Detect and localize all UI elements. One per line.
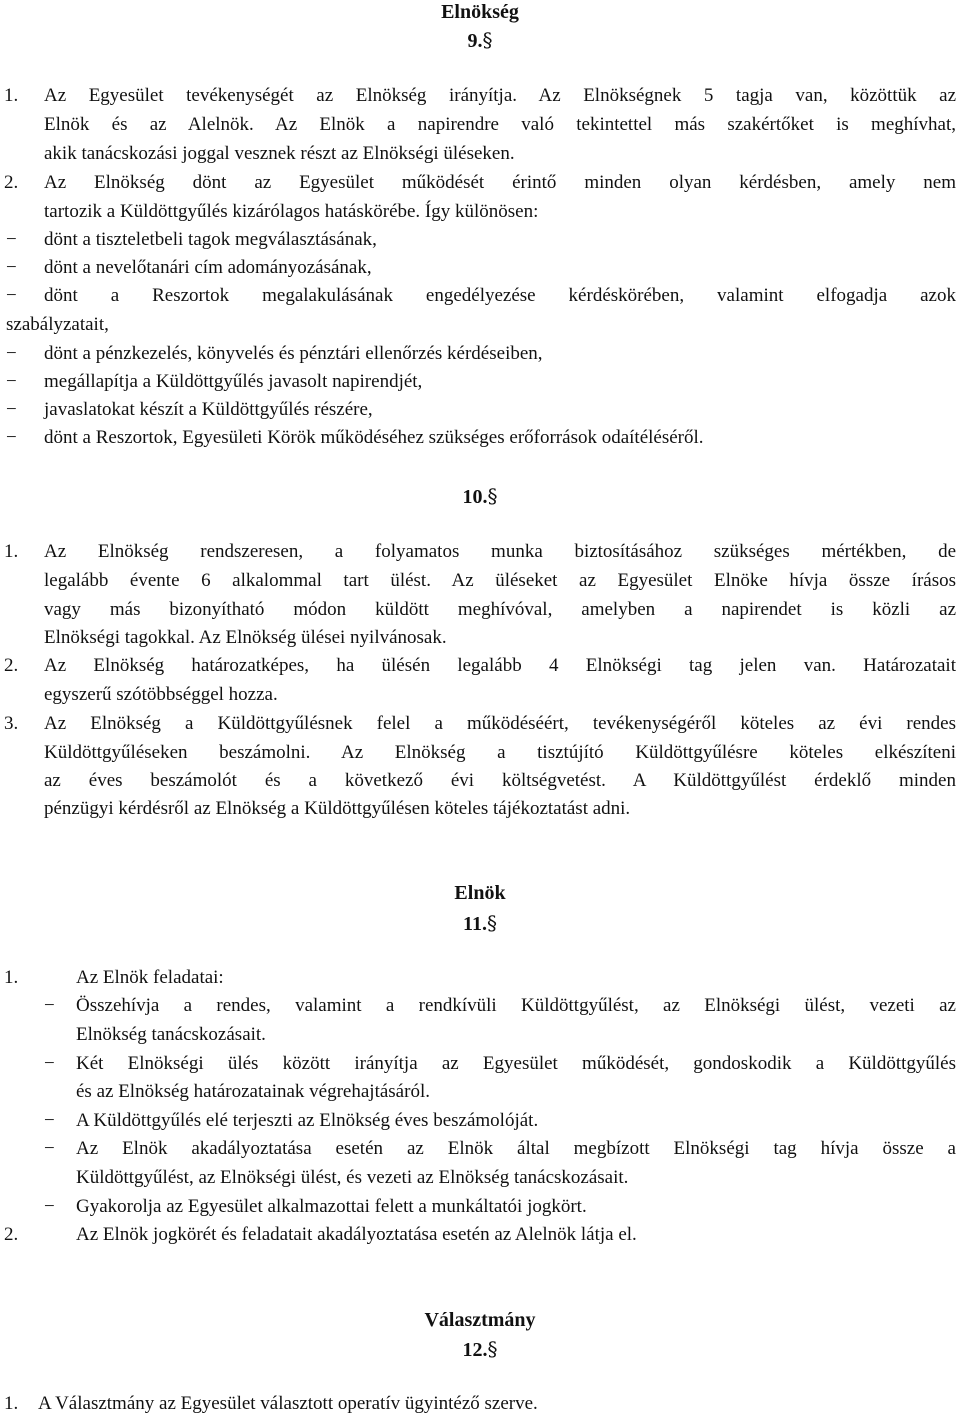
dash-bullet: − [44, 995, 55, 1016]
list-item: dönt a Reszortok megalakulásának engedélyezése kérdéskörében, valamint elfogadja azok [44, 285, 956, 306]
paragraph-number: 2. [4, 1224, 19, 1245]
section-number-10: 10.§ [462, 484, 498, 508]
list-item: megállapítja a Küldöttgyűlés javasolt napirendjét, [44, 371, 423, 392]
dash-bullet: − [6, 343, 17, 364]
list-item: dönt a Reszortok, Egyesületi Körök működéséhez szükséges erőforrások odaítéléséről. [44, 427, 704, 448]
paragraph-line: Az Elnökség a Küldöttgyűlésnek felel a működéséért, tevékenységéről köteles az évi rendes [44, 713, 956, 734]
section-heading-valasztmany: Választmány [424, 1309, 536, 1331]
section-heading-elnokseg: Elnökség [441, 1, 519, 23]
paragraph-line: A Választmány az Egyesület választott operatív ügyintéző szerve. [38, 1393, 538, 1414]
paragraph-line: az éves beszámolót és a következő évi költségvetést. A Küldöttgyűlést érdeklő minden [44, 770, 956, 791]
paragraph-line: Az Elnök jogkörét és feladatait akadályoztatása esetén az Alelnök látja el. [76, 1224, 637, 1245]
dash-bullet: − [44, 1138, 55, 1159]
list-item-continuation: és az Elnökség határozatainak végrehajtásáról. [76, 1081, 430, 1102]
dash-bullet: − [6, 257, 17, 278]
paragraph-number: 1. [4, 1393, 19, 1414]
dash-bullet: − [6, 427, 17, 448]
paragraph-line: akik tanácskozási joggal vesznek részt az Elnökségi üléseken. [44, 143, 515, 164]
paragraph-line: Az Elnökség rendszeresen, a folyamatos munka biztosításához szükséges mértékben, de [44, 541, 956, 562]
list-item: javaslatokat készít a Küldöttgyűlés részére, [44, 399, 373, 420]
dash-bullet: − [6, 285, 17, 306]
list-item: dönt a nevelőtanári cím adományozásának, [44, 257, 372, 278]
list-item: A Küldöttgyűlés elé terjeszti az Elnökség éves beszámolóját. [76, 1110, 539, 1131]
paragraph-line: Elnökségi tagokkal. Az Elnökség ülései nyilvánosak. [44, 627, 447, 648]
list-item-continuation: Elnökség tanácskozásait. [76, 1024, 266, 1045]
dash-bullet: − [44, 1053, 55, 1074]
paragraph-number: 3. [4, 713, 19, 734]
paragraph-number: 1. [4, 85, 19, 106]
paragraph-number: 2. [4, 172, 19, 193]
paragraph-line: tartozik a Küldöttgyűlés kizárólagos hatáskörébe. Így különösen: [44, 201, 539, 222]
list-item: Két Elnökségi ülés között irányítja az Egyesület működését, gondoskodik a Küldöttgyűlés [76, 1053, 956, 1074]
list-item: Összehívja a rendes, valamint a rendkívüli Küldöttgyűlést, az Elnökségi ülést, vezeti az [76, 995, 956, 1016]
dash-bullet: − [6, 229, 17, 250]
paragraph-line: Az Elnök feladatai: [76, 967, 224, 988]
dash-bullet: − [6, 371, 17, 392]
list-item-continuation: Küldöttgyűlést, az Elnökségi ülést, és vezeti az Elnökség tanácskozásait. [76, 1167, 629, 1188]
paragraph-line: Az Elnökség határozatképes, ha ülésén legalább 4 Elnökségi tag jelen van. Határozatait [44, 655, 956, 676]
paragraph-line: egyszerű szótöbbséggel hozza. [44, 684, 278, 705]
paragraph-line: Az Elnökség dönt az Egyesület működését érintő minden olyan kérdésben, amely nem [44, 172, 956, 193]
paragraph-line: legalább évente 6 alkalommal tart ülést. Az üléseket az Egyesület Elnöke hívja össze írásos [44, 570, 956, 591]
list-item: Az Elnök akadályoztatása esetén az Elnök által megbízott Elnökségi tag hívja össze a [76, 1138, 956, 1159]
paragraph-line: Az Egyesület tevékenységét az Elnökség irányítja. Az Elnökségnek 5 tagja van, közöttük az [44, 85, 956, 106]
dash-bullet: − [44, 1196, 55, 1217]
paragraph-number: 1. [4, 967, 19, 988]
section-number-12: 12.§ [462, 1337, 498, 1361]
paragraph-line: vagy más bizonyítható módon küldött meghívóval, amelyben a napirendet is közli az [44, 599, 956, 620]
dash-bullet: − [6, 399, 17, 420]
list-item: dönt a pénzkezelés, könyvelés és pénztári ellenőrzés kérdéseiben, [44, 343, 543, 364]
paragraph-line: Küldöttgyűléseken beszámolni. Az Elnökség a tisztújító Küldöttgyűlésre köteles elkészíteni [44, 742, 956, 763]
paragraph-line: pénzügyi kérdésről az Elnökség a Küldöttgyűlésen köteles tájékoztatást adni. [44, 798, 631, 819]
list-item-continuation: szabályzatait, [6, 314, 109, 335]
paragraph-number: 2. [4, 655, 19, 676]
list-item: dönt a tiszteletbeli tagok megválasztásának, [44, 229, 377, 250]
paragraph-number: 1. [4, 541, 19, 562]
section-number-9: 9.§ [467, 28, 493, 52]
section-heading-elnok: Elnök [454, 882, 506, 904]
paragraph-line: Elnök és az Alelnök. Az Elnök a napirendre való tekintettel más szakértőket is meghívhat, [44, 114, 956, 135]
dash-bullet: − [44, 1110, 55, 1131]
list-item: Gyakorolja az Egyesület alkalmazottai felett a munkáltatói jogkört. [76, 1196, 587, 1217]
section-number-11: 11.§ [463, 911, 497, 935]
